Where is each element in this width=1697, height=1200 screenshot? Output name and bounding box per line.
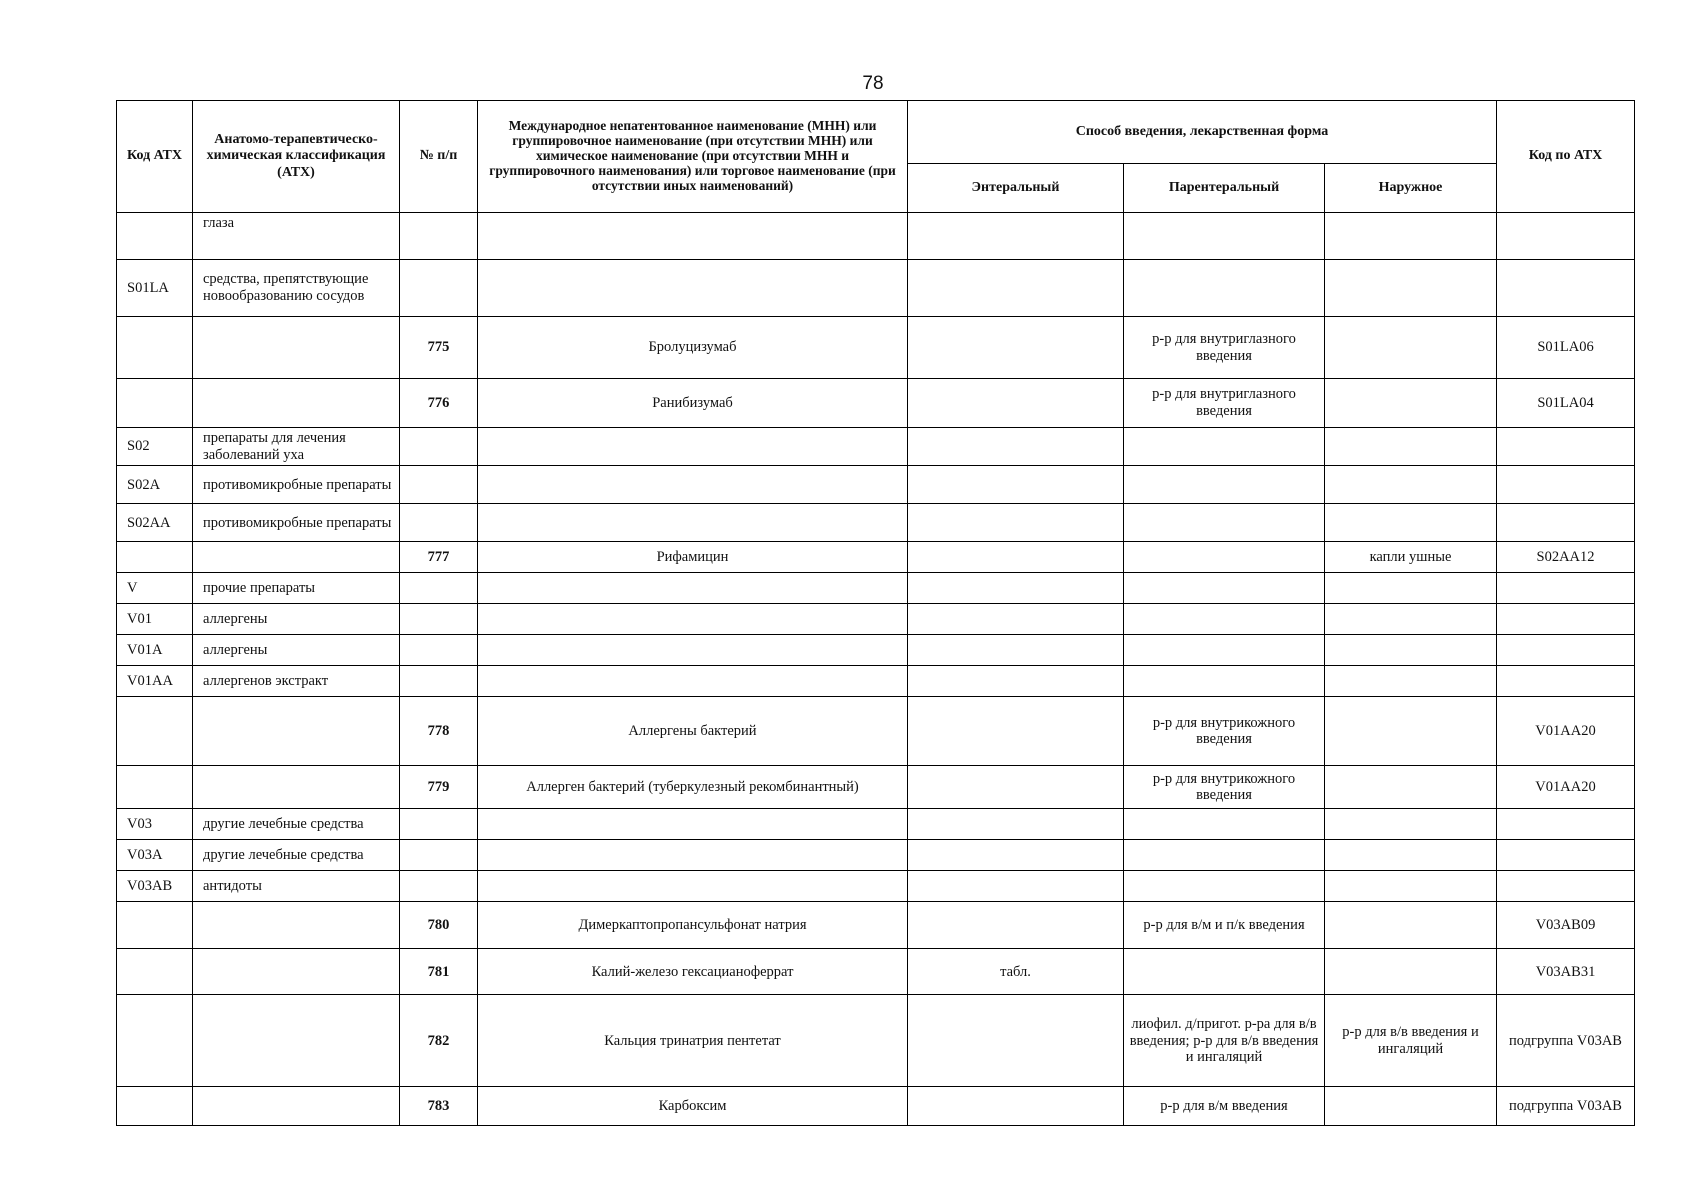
cell-classification: средства, препятствующие новообразованию сосудов [193, 260, 400, 317]
header-name: Международное непатентованное наименование (МНН) или группировочное наименование (при отсутствии МНН) или химическое наименование (при отсутствии МНН и группировочного наименования) или торговое наименование (при отсутствии иных наименований) [478, 101, 908, 213]
cell-parenteral [1124, 504, 1325, 542]
cell-atx-code: S02AA12 [1497, 542, 1635, 573]
cell-name [478, 213, 908, 260]
cell-external [1325, 428, 1497, 466]
table-row [117, 260, 1635, 317]
cell-number [400, 666, 478, 697]
cell-external [1325, 809, 1497, 840]
table-row [117, 666, 1635, 697]
cell-external [1325, 504, 1497, 542]
cell-name: Кальция тринатрия пентетат [478, 995, 908, 1087]
cell-classification [193, 949, 400, 995]
table-row [117, 871, 1635, 902]
cell-atx-code [1497, 666, 1635, 697]
cell-classification [193, 766, 400, 809]
header-number: № п/п [400, 101, 478, 213]
cell-code [117, 1087, 193, 1126]
cell-enteral [908, 317, 1124, 379]
header-parenteral: Парентеральный [1124, 164, 1325, 213]
cell-parenteral [1124, 260, 1325, 317]
cell-number: 776 [400, 379, 478, 428]
cell-number [400, 466, 478, 504]
cell-enteral [908, 428, 1124, 466]
cell-external [1325, 317, 1497, 379]
cell-name [478, 871, 908, 902]
cell-atx-code [1497, 871, 1635, 902]
cell-number [400, 260, 478, 317]
cell-external [1325, 902, 1497, 949]
cell-external [1325, 213, 1497, 260]
cell-number: 780 [400, 902, 478, 949]
cell-external [1325, 573, 1497, 604]
header-external: Наружное [1325, 164, 1497, 213]
cell-external [1325, 766, 1497, 809]
cell-atx-code: V03AB09 [1497, 902, 1635, 949]
cell-code [117, 902, 193, 949]
table-row [117, 1087, 1635, 1126]
table-row [117, 902, 1635, 949]
cell-code [117, 379, 193, 428]
cell-number [400, 213, 478, 260]
cell-atx-code: S01LA06 [1497, 317, 1635, 379]
cell-code: V [117, 573, 193, 604]
cell-name: Ранибизумаб [478, 379, 908, 428]
cell-external [1325, 697, 1497, 766]
cell-code [117, 697, 193, 766]
atx-table [116, 100, 1635, 1126]
cell-classification: антидоты [193, 871, 400, 902]
cell-number: 782 [400, 995, 478, 1087]
cell-code: V01A [117, 635, 193, 666]
cell-parenteral [1124, 542, 1325, 573]
cell-external [1325, 379, 1497, 428]
cell-atx-code: V01AA20 [1497, 766, 1635, 809]
cell-parenteral [1124, 635, 1325, 666]
cell-code: V01 [117, 604, 193, 635]
cell-name [478, 260, 908, 317]
cell-external [1325, 260, 1497, 317]
cell-enteral [908, 573, 1124, 604]
table-row [117, 840, 1635, 871]
table-row [117, 809, 1635, 840]
cell-name [478, 428, 908, 466]
cell-enteral [908, 504, 1124, 542]
cell-name [478, 573, 908, 604]
cell-code [117, 949, 193, 995]
cell-name: Калий-железо гексацианоферрат [478, 949, 908, 995]
cell-enteral [908, 213, 1124, 260]
cell-parenteral: р-р для внутриглазного введения [1124, 379, 1325, 428]
cell-parenteral [1124, 840, 1325, 871]
cell-code [117, 213, 193, 260]
cell-code: S02AA [117, 504, 193, 542]
cell-name [478, 635, 908, 666]
cell-enteral [908, 766, 1124, 809]
cell-name [478, 666, 908, 697]
header-code: Код АТХ [117, 101, 193, 213]
cell-parenteral [1124, 604, 1325, 635]
cell-external [1325, 1087, 1497, 1126]
cell-name [478, 809, 908, 840]
table-row [117, 949, 1635, 995]
cell-parenteral [1124, 809, 1325, 840]
cell-atx-code [1497, 809, 1635, 840]
cell-atx-code: V03AB31 [1497, 949, 1635, 995]
cell-parenteral: р-р для внутрикожного введения [1124, 766, 1325, 809]
cell-number [400, 635, 478, 666]
cell-enteral [908, 840, 1124, 871]
cell-code: V03AB [117, 871, 193, 902]
table-body [117, 213, 1635, 1126]
cell-atx-code [1497, 213, 1635, 260]
table-row [117, 213, 1635, 260]
cell-name: Бролуцизумаб [478, 317, 908, 379]
cell-number: 778 [400, 697, 478, 766]
cell-enteral [908, 379, 1124, 428]
cell-name [478, 840, 908, 871]
cell-classification [193, 379, 400, 428]
cell-classification [193, 542, 400, 573]
table-row [117, 504, 1635, 542]
cell-enteral [908, 666, 1124, 697]
cell-code: S02A [117, 466, 193, 504]
cell-code [117, 766, 193, 809]
cell-enteral [908, 697, 1124, 766]
cell-code: V01AA [117, 666, 193, 697]
cell-atx-code: S01LA04 [1497, 379, 1635, 428]
cell-code: S02 [117, 428, 193, 466]
cell-enteral [908, 1087, 1124, 1126]
table-row [117, 317, 1635, 379]
cell-classification [193, 995, 400, 1087]
cell-atx-code: подгруппа V03AB [1497, 1087, 1635, 1126]
cell-enteral [908, 635, 1124, 666]
cell-classification: противомикробные препараты [193, 466, 400, 504]
cell-classification [193, 697, 400, 766]
cell-enteral: табл. [908, 949, 1124, 995]
table-row [117, 379, 1635, 428]
cell-enteral [908, 542, 1124, 573]
cell-classification: противомикробные препараты [193, 504, 400, 542]
cell-atx-code: подгруппа V03AB [1497, 995, 1635, 1087]
cell-classification: глаза [193, 213, 400, 260]
cell-atx-code [1497, 573, 1635, 604]
cell-code: V03A [117, 840, 193, 871]
cell-parenteral [1124, 666, 1325, 697]
cell-name: Аллерген бактерий (туберкулезный рекомбинантный) [478, 766, 908, 809]
cell-parenteral [1124, 428, 1325, 466]
cell-parenteral: лиофил. д/пригот. р-ра для в/в введения; р-р для в/в введения и ингаляций [1124, 995, 1325, 1087]
cell-external: р-р для в/в введения и ингаляций [1325, 995, 1497, 1087]
cell-number [400, 871, 478, 902]
cell-external [1325, 604, 1497, 635]
cell-enteral [908, 604, 1124, 635]
cell-number: 783 [400, 1087, 478, 1126]
cell-enteral [908, 902, 1124, 949]
cell-atx-code [1497, 428, 1635, 466]
cell-name [478, 466, 908, 504]
cell-number [400, 573, 478, 604]
cell-atx-code [1497, 504, 1635, 542]
cell-parenteral [1124, 573, 1325, 604]
cell-external [1325, 666, 1497, 697]
header-enteral: Энтеральный [908, 164, 1124, 213]
header-row-1 [117, 101, 1635, 164]
cell-parenteral [1124, 466, 1325, 504]
cell-number [400, 604, 478, 635]
cell-external [1325, 466, 1497, 504]
table-row [117, 573, 1635, 604]
cell-classification: аллергены [193, 635, 400, 666]
cell-classification: прочие препараты [193, 573, 400, 604]
cell-code [117, 317, 193, 379]
cell-name: Димеркаптопропансульфонат натрия [478, 902, 908, 949]
cell-external: капли ушные [1325, 542, 1497, 573]
cell-atx-code [1497, 260, 1635, 317]
cell-classification: аллергены [193, 604, 400, 635]
cell-atx-code [1497, 466, 1635, 504]
table-row [117, 466, 1635, 504]
cell-number: 775 [400, 317, 478, 379]
cell-enteral [908, 995, 1124, 1087]
cell-atx-code [1497, 840, 1635, 871]
cell-code: V03 [117, 809, 193, 840]
cell-external [1325, 635, 1497, 666]
cell-atx-code [1497, 604, 1635, 635]
cell-name: Аллергены бактерий [478, 697, 908, 766]
cell-external [1325, 840, 1497, 871]
cell-atx-code: V01AA20 [1497, 697, 1635, 766]
cell-classification: препараты для лечения заболеваний уха [193, 428, 400, 466]
header-classification: Анатомо-терапевтическо-химическая классификация (АТХ) [193, 101, 400, 213]
cell-parenteral: р-р для в/м и п/к введения [1124, 902, 1325, 949]
table-row [117, 766, 1635, 809]
cell-parenteral [1124, 949, 1325, 995]
cell-code [117, 995, 193, 1087]
cell-parenteral: р-р для в/м введения [1124, 1087, 1325, 1126]
header-atx-code: Код по АТХ [1497, 101, 1635, 213]
cell-name: Рифамицин [478, 542, 908, 573]
cell-parenteral: р-р для внутриглазного введения [1124, 317, 1325, 379]
cell-enteral [908, 871, 1124, 902]
cell-classification [193, 902, 400, 949]
header-route-group: Способ введения, лекарственная форма [908, 101, 1497, 164]
cell-external [1325, 871, 1497, 902]
cell-classification [193, 1087, 400, 1126]
cell-number [400, 809, 478, 840]
cell-classification: аллергенов экстракт [193, 666, 400, 697]
cell-parenteral [1124, 213, 1325, 260]
cell-code [117, 542, 193, 573]
page-number: 78 [862, 73, 884, 94]
cell-name: Карбоксим [478, 1087, 908, 1126]
cell-name [478, 604, 908, 635]
cell-name [478, 504, 908, 542]
cell-classification: другие лечебные средства [193, 809, 400, 840]
table-row [117, 542, 1635, 573]
cell-parenteral [1124, 871, 1325, 902]
cell-external [1325, 949, 1497, 995]
cell-classification: другие лечебные средства [193, 840, 400, 871]
cell-number [400, 504, 478, 542]
cell-classification [193, 317, 400, 379]
cell-parenteral: р-р для внутрикожного введения [1124, 697, 1325, 766]
cell-number: 777 [400, 542, 478, 573]
table-row [117, 635, 1635, 666]
table-row [117, 697, 1635, 766]
cell-number [400, 428, 478, 466]
cell-enteral [908, 466, 1124, 504]
table-row [117, 995, 1635, 1087]
cell-enteral [908, 260, 1124, 317]
cell-number [400, 840, 478, 871]
cell-code: S01LA [117, 260, 193, 317]
table-row [117, 428, 1635, 466]
table-row [117, 604, 1635, 635]
cell-number: 779 [400, 766, 478, 809]
cell-enteral [908, 809, 1124, 840]
cell-number: 781 [400, 949, 478, 995]
cell-atx-code [1497, 635, 1635, 666]
